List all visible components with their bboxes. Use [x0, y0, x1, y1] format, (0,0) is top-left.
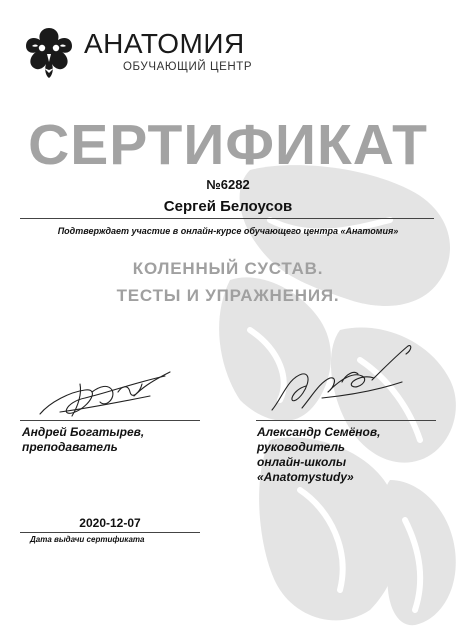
signature-left-icon	[30, 362, 180, 422]
signatory-right-role2: онлайн-школы	[257, 455, 347, 469]
anatomy-logo-icon	[20, 24, 78, 82]
signatory-right-name: Александр Семёнов,	[257, 425, 381, 439]
recipient-divider	[20, 218, 434, 219]
signatory-left-name: Андрей Богатырев,	[22, 425, 145, 439]
confirmation-text: Подтверждает участие в онлайн-курсе обучающего центра «Анатомия»	[57, 226, 399, 236]
recipient-name: Сергей Белоусов	[163, 198, 293, 215]
signatory-left	[22, 425, 144, 455]
signature-right-line	[256, 420, 436, 421]
brand-name: АНАТОМИЯ	[84, 28, 245, 59]
signatory-left-role: преподаватель	[22, 440, 118, 454]
certificate-title: СЕРТИФИКАТ	[28, 113, 428, 177]
signature-left-line	[20, 420, 200, 421]
issue-date-caption: Дата выдачи сертификата	[30, 535, 145, 544]
signatory-right-org: «Anatomystudy»	[257, 470, 354, 484]
signature-right-icon	[262, 338, 422, 418]
issue-date: 2020-12-07	[79, 516, 141, 530]
brand-subtitle: ОБУЧАЮЩИЙ ЦЕНТР	[123, 61, 253, 73]
course-title-line2: ТЕСТЫ И УПРАЖНЕНИЯ.	[116, 286, 340, 305]
issue-date-line	[20, 532, 200, 533]
certificate-number: №6282	[206, 177, 250, 192]
signatory-right-role1: руководитель	[257, 440, 346, 454]
course-title-line1: КОЛЕННЫЙ СУСТАВ.	[132, 259, 324, 278]
signatory-right	[257, 425, 380, 485]
